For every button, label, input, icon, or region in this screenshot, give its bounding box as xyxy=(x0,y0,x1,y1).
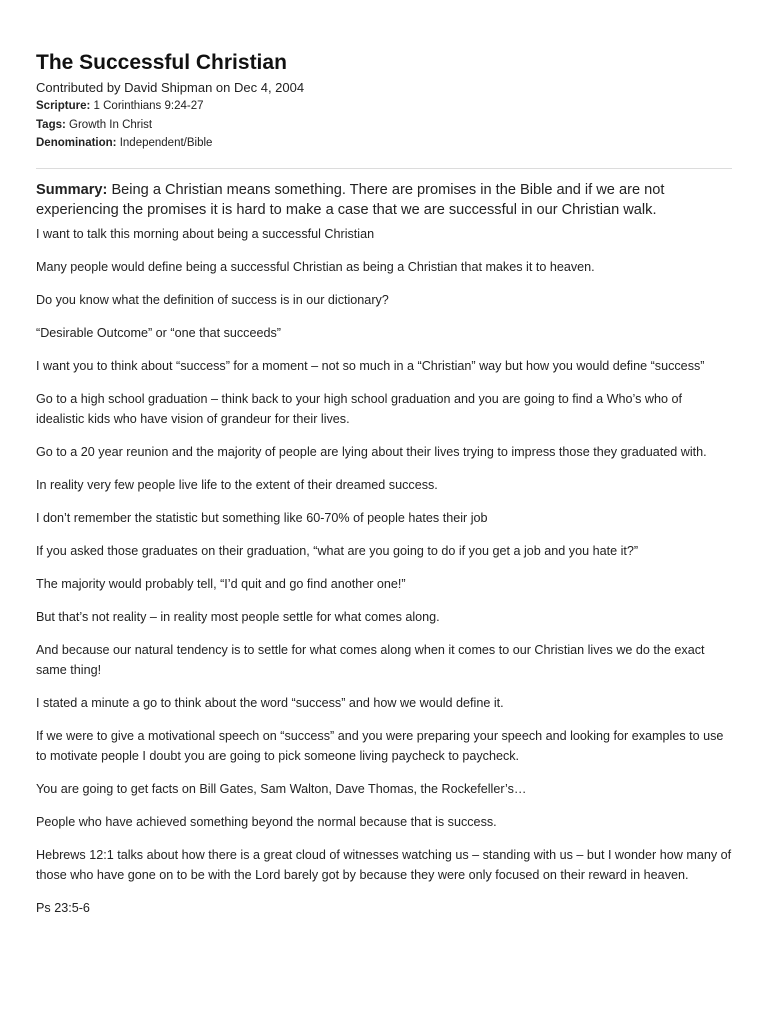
scripture-value: 1 Corinthians 9:24-27 xyxy=(93,100,204,112)
body-paragraph: You are going to get facts on Bill Gates, Sam Walton, Dave Thomas, the Rockefeller’s… xyxy=(36,781,527,796)
header-divider xyxy=(36,168,732,169)
body-paragraph: And because our natural tendency is to settle for what comes along when it comes to our Christian lives we do the exact same thing! xyxy=(36,642,705,677)
body-paragraph: I want to talk this morning about being a successful Christian xyxy=(36,226,375,241)
summary-label: Summary: xyxy=(36,181,108,198)
body-paragraph: Do you know what the definition of success is in our dictionary? xyxy=(36,292,389,307)
contributor-line: Contributed by David Shipman on Dec 4, 2004 xyxy=(36,80,305,95)
body-paragraph: People who have achieved something beyond the normal because that is success. xyxy=(36,814,497,829)
denomination-line xyxy=(36,134,732,153)
body-paragraph: I want you to think about “success” for a moment – not so much in a “Christian” way but how you would define “success” xyxy=(36,358,705,373)
body-paragraph: Go to a 20 year reunion and the majority of people are lying about their lives trying to impress those they graduated with. xyxy=(36,444,707,459)
body-paragraph: I don’t remember the statistic but something like 60-70% of people hates their job xyxy=(36,510,488,525)
body-paragraph: The majority would probably tell, “I’d quit and go find another one!” xyxy=(36,576,406,591)
scripture-label: Scripture: xyxy=(36,100,91,112)
denomination-value: Independent/Bible xyxy=(119,137,213,149)
scripture-line xyxy=(36,97,732,116)
tags-line xyxy=(36,116,732,135)
summary xyxy=(36,180,732,221)
body-paragraph: I stated a minute a go to think about the word “success” and how we would define it. xyxy=(36,695,504,710)
body-paragraph: “Desirable Outcome” or “one that succeeds” xyxy=(36,325,281,340)
body-paragraph: Ps 23:5-6 xyxy=(36,900,90,915)
summary-text: Being a Christian means something. There are promises in the Bible and if we are not experiencing the promises it is hard to make a case that we are successful in our Christian walk. xyxy=(36,181,665,218)
tags-value: Growth In Christ xyxy=(69,118,153,131)
body-paragraph: Hebrews 12:1 talks about how there is a great cloud of witnesses watching us – standing with us – but I wonder how many of those who have gone on to be with the Lord barely got by because they were only focused on their reward in heaven. xyxy=(36,847,732,882)
body-paragraph: Go to a high school graduation – think back to your high school graduation and you are going to find a Who’s who of idealistic kids who have vision of grandeur for their lives. xyxy=(36,391,682,426)
body-paragraph: If we were to give a motivational speech on “success” and you were preparing your speech and looking for examples to use to motivate people I doubt you are going to pick someone living paycheck to paycheck. xyxy=(36,728,724,763)
page-title: The Successful Christian xyxy=(36,51,287,74)
body-paragraph: If you asked those graduates on their graduation, “what are you going to do if you get a job and you hate it?” xyxy=(36,543,639,558)
body-paragraph: Many people would define being a successful Christian as being a Christian that makes it to heaven. xyxy=(36,259,595,274)
denomination-label: Denomination: xyxy=(36,137,117,149)
tags-label: Tags: xyxy=(36,118,66,131)
body-paragraph: In reality very few people live life to the extent of their dreamed success. xyxy=(36,477,438,492)
sermon-body xyxy=(36,224,732,918)
body-paragraph: But that’s not reality – in reality most people settle for what comes along. xyxy=(36,609,440,624)
